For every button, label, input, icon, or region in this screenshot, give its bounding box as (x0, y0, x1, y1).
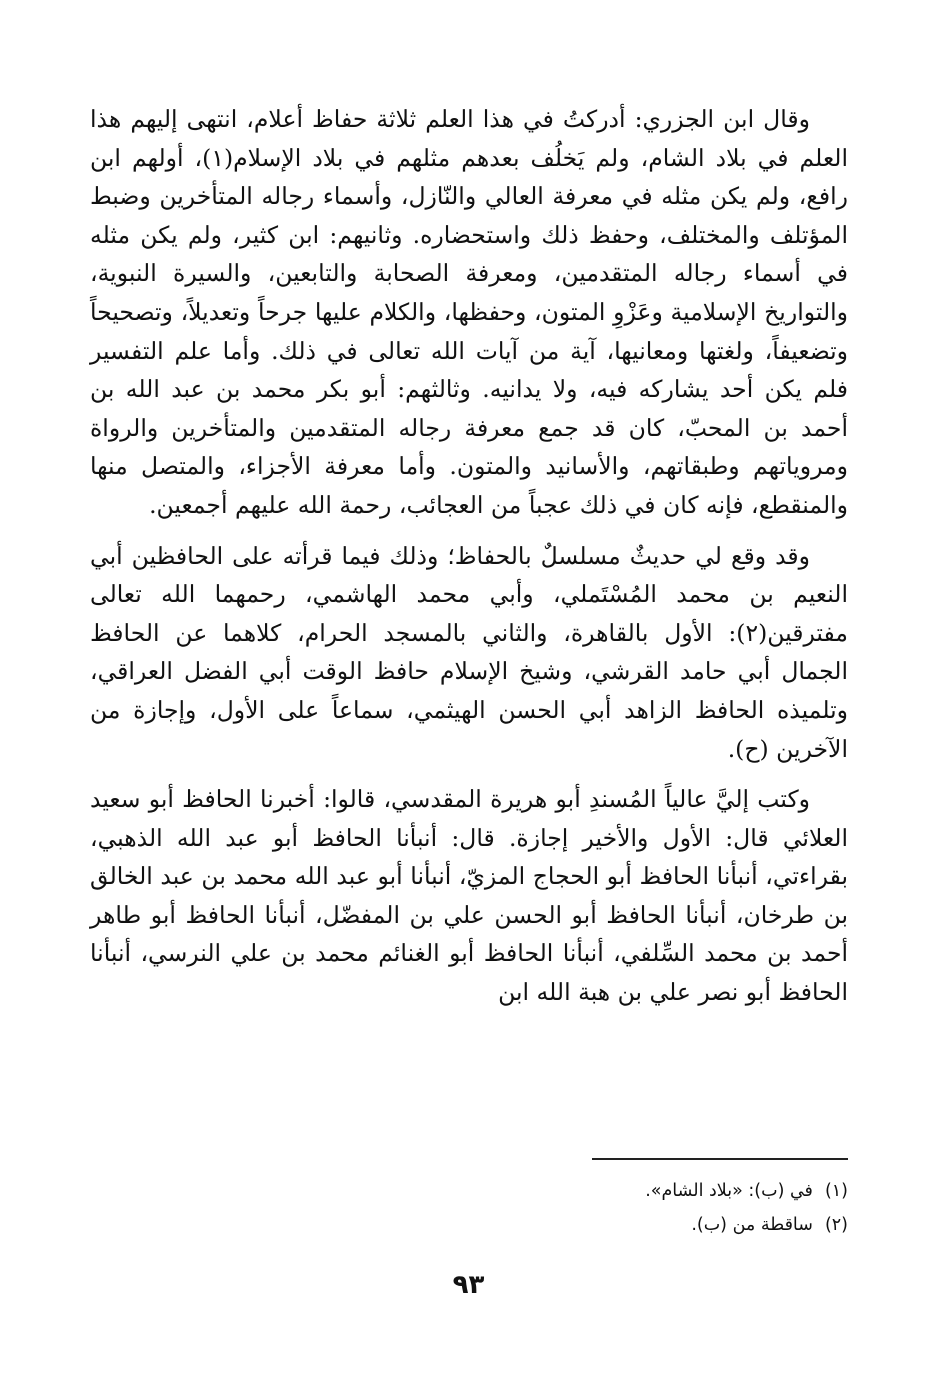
footnote-2-text: ساقطة من (ب). (691, 1215, 813, 1235)
footnote-1-text: في (ب): «بلاد الشام». (645, 1181, 813, 1201)
footnote-2-number: (٢) (824, 1215, 848, 1235)
footnote-divider (592, 1158, 848, 1160)
footnote-2 (90, 1208, 848, 1242)
page-body (90, 100, 848, 1012)
footnotes-section (90, 1158, 848, 1242)
footnote-1 (90, 1174, 848, 1208)
footnote-1-number: (١) (824, 1181, 848, 1201)
paragraph-2: وقد وقع لي حديثٌ مسلسلٌ بالحفاظ؛ وذلك فيما قرأته على الحافظين أبي النعيم بن محمد المُسْتَملي، وأبي محمد الهاشمي، رحمهما الله تعالى مفترقين(٢): الأول بالقاهرة، والثاني بالمسجد الحرام، كلاهما عن الحافظ الجمال أبي حامد القرشي، وشيخ الإسلام حافظ الوقت أبي الفضل العراقي، وتلميذه الحافظ الزاهد أبي الحسن الهيثمي، سماعاً على الأول، وإجازة من الآخرين (ح). (90, 541, 848, 763)
paragraph-1: وقال ابن الجزري: أدركتُ في هذا العلم ثلاثة حفاظ أعلام، انتهى إليهم هذا العلم في بلاد الشام، ولم يَخلُف بعدهم مثلهم في بلاد الإسلام(١)، أولهم ابن رافع، ولم يكن مثله في معرفة العالي والنّازل، وأسماء رجاله المتأخرين وضبط المؤتلف والمختلف، وحفظ ذلك واستحضاره. وثانيهم: ابن كثير، ولم يكن مثله في أسماء رجاله المتقدمين، ومعرفة الصحابة والتابعين، والسيرة النبوية، والتواريخ الإسلامية وعَزْوِ المتون، وحفظها، والكلام عليها جرحاً وتعديلاً، وتصحيحاً وتضعيفاً، ولغتها ومعانيها، آية من آيات الله تعالى في ذلك. وأما علم التفسير فلم يكن أحد يشاركه فيه، ولا يدانيه. وثالثهم: أبو بكر محمد بن عبد الله بن أحمد بن المحبّ، كان قد جمع معرفة رجاله المتقدمين والمتأخرين والرواة ومروياتهم وطبقاتهم، والأسانيد والمتون. وأما معرفة الأجزاء، والمتصل منها والمنقطع، فإنه كان في ذلك عجباً من العجائب، رحمة الله عليهم أجمعين. (90, 105, 848, 519)
page-number: ٩٣ (452, 1270, 485, 1300)
paragraph-3: وكتب إليَّ عالياً المُسندِ أبو هريرة المقدسي، قالوا: أخبرنا الحافظ أبو سعيد العلائي قال: الأول والأخير إجازة. قال: أنبأنا الحافظ أبو عبد الله الذهبي، بقراءتي، أنبأنا الحافظ أبو الحجاج المزيّ، أنبأنا أبو عبد الله محمد بن عبد الخالق بن طرخان، أنبأنا الحافظ أبو الحسن علي بن المفضّل، أنبأنا الحافظ أبو طاهر أحمد بن محمد السِّلفي، أنبأنا الحافظ أبو الغنائم محمد بن علي النرسي، أنبأنا الحافظ أبو نصر علي بن هبة الله ابن (90, 785, 848, 1007)
